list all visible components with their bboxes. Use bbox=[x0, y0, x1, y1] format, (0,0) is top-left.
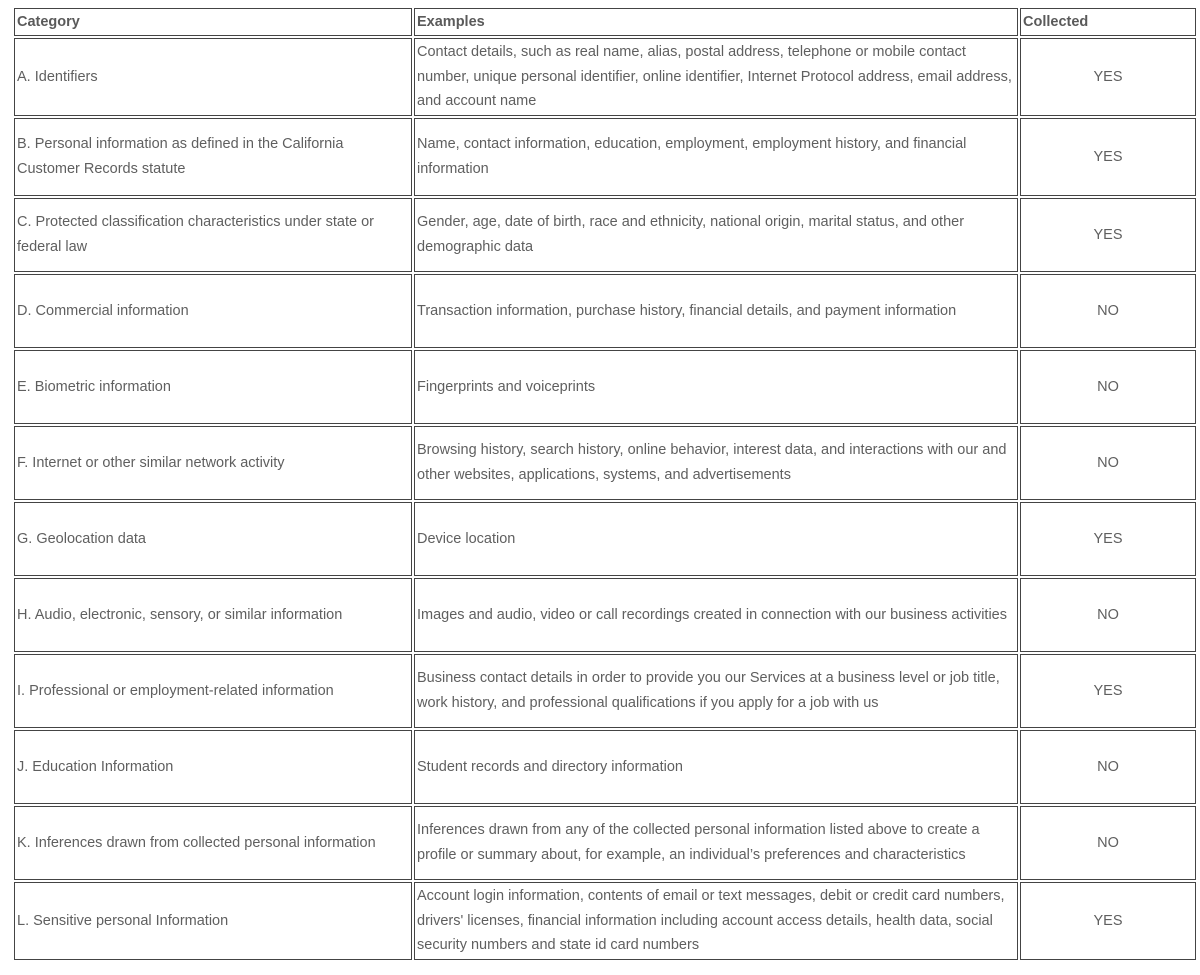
examples-cell: Contact details, such as real name, alias, postal address, telephone or mobile contact number, unique personal identifier, online identifier, Internet Protocol address, email address, and account name bbox=[414, 38, 1018, 116]
table-row bbox=[14, 806, 1196, 880]
data-categories-table-container bbox=[12, 6, 1196, 962]
collected-cell: YES bbox=[1020, 502, 1196, 576]
examples-cell: Inferences drawn from any of the collected personal information listed above to create a profile or summary about, for example, an individual’s preferences and characteristics bbox=[414, 806, 1018, 880]
category-cell: L. Sensitive personal Information bbox=[14, 882, 412, 960]
collected-cell: YES bbox=[1020, 654, 1196, 728]
examples-cell: Browsing history, search history, online behavior, interest data, and interactions with our and other websites, applications, systems, and advertisements bbox=[414, 426, 1018, 500]
data-categories-table bbox=[12, 6, 1198, 962]
collected-cell: NO bbox=[1020, 274, 1196, 348]
table-row bbox=[14, 38, 1196, 116]
table-row bbox=[14, 350, 1196, 424]
collected-cell: YES bbox=[1020, 118, 1196, 196]
header-category: Category bbox=[14, 8, 412, 36]
category-cell: E. Biometric information bbox=[14, 350, 412, 424]
category-cell: I. Professional or employment-related information bbox=[14, 654, 412, 728]
collected-cell: YES bbox=[1020, 882, 1196, 960]
category-cell: F. Internet or other similar network activity bbox=[14, 426, 412, 500]
header-examples: Examples bbox=[414, 8, 1018, 36]
category-cell: B. Personal information as defined in the California Customer Records statute bbox=[14, 118, 412, 196]
table-row bbox=[14, 118, 1196, 196]
table-row bbox=[14, 578, 1196, 652]
category-cell: J. Education Information bbox=[14, 730, 412, 804]
collected-cell: NO bbox=[1020, 426, 1196, 500]
examples-cell: Images and audio, video or call recordings created in connection with our business activities bbox=[414, 578, 1018, 652]
header-collected: Collected bbox=[1020, 8, 1196, 36]
category-cell: H. Audio, electronic, sensory, or similar information bbox=[14, 578, 412, 652]
collected-cell: YES bbox=[1020, 198, 1196, 272]
category-cell: G. Geolocation data bbox=[14, 502, 412, 576]
category-cell: A. Identifiers bbox=[14, 38, 412, 116]
examples-cell: Business contact details in order to provide you our Services at a business level or job title, work history, and professional qualifications if you apply for a job with us bbox=[414, 654, 1018, 728]
category-cell: K. Inferences drawn from collected personal information bbox=[14, 806, 412, 880]
examples-cell: Account login information, contents of email or text messages, debit or credit card numbers, drivers' licenses, financial information including account access details, health data, social security numbers and state id card numbers bbox=[414, 882, 1018, 960]
collected-cell: NO bbox=[1020, 730, 1196, 804]
examples-cell: Device location bbox=[414, 502, 1018, 576]
collected-cell: NO bbox=[1020, 578, 1196, 652]
examples-cell: Fingerprints and voiceprints bbox=[414, 350, 1018, 424]
table-row bbox=[14, 502, 1196, 576]
table-row bbox=[14, 198, 1196, 272]
examples-cell: Name, contact information, education, employment, employment history, and financial information bbox=[414, 118, 1018, 196]
table-row bbox=[14, 882, 1196, 960]
collected-cell: NO bbox=[1020, 350, 1196, 424]
table-row bbox=[14, 426, 1196, 500]
collected-cell: YES bbox=[1020, 38, 1196, 116]
table-row bbox=[14, 730, 1196, 804]
table-header-row bbox=[14, 8, 1196, 36]
table-row bbox=[14, 274, 1196, 348]
examples-cell: Student records and directory information bbox=[414, 730, 1018, 804]
examples-cell: Gender, age, date of birth, race and ethnicity, national origin, marital status, and other demographic data bbox=[414, 198, 1018, 272]
category-cell: C. Protected classification characteristics under state or federal law bbox=[14, 198, 412, 272]
category-cell: D. Commercial information bbox=[14, 274, 412, 348]
table-row bbox=[14, 654, 1196, 728]
collected-cell: NO bbox=[1020, 806, 1196, 880]
examples-cell: Transaction information, purchase history, financial details, and payment information bbox=[414, 274, 1018, 348]
